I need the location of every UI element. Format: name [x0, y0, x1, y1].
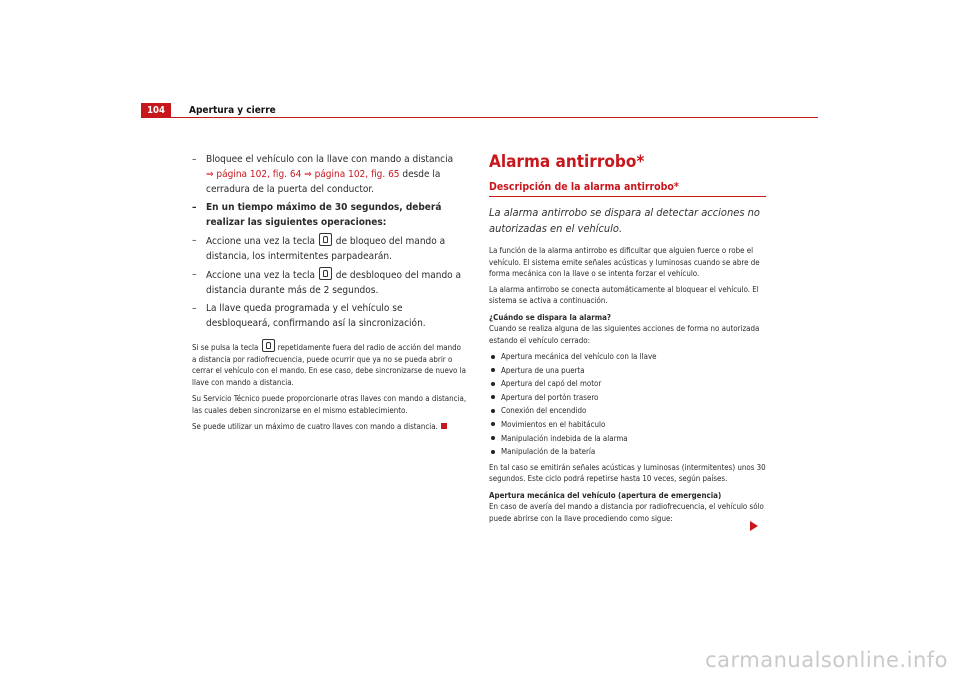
step-text: Accione una vez la tecla — [206, 270, 318, 281]
dash: – — [192, 154, 197, 165]
step-text-tail: de bloqueo del mando a distancia, los intermitentes parpadearán. — [206, 236, 446, 262]
page-header — [141, 103, 818, 118]
section-title: Apertura y cierre — [189, 105, 276, 116]
right-column — [489, 152, 766, 528]
watermark: carmanualsonline.info — [705, 648, 948, 672]
header-rule — [171, 117, 818, 118]
dash: – — [192, 303, 197, 314]
section-heading: Descripción de la alarma antirrobo* — [489, 180, 766, 197]
paragraph-emergency: En caso de avería del mando a distancia por radiofrecuencia, el vehículo sólo puede abrirse con la llave procediendo como sigue: — [489, 502, 764, 523]
dash: – — [192, 269, 197, 280]
dash: – — [192, 235, 197, 246]
note-text: Si se pulsa la tecla — [192, 343, 261, 352]
step-text: Accione una vez la tecla — [206, 236, 318, 247]
list-item: Conexión del encendido — [489, 404, 766, 418]
step-text: Bloquee el vehículo con la llave con mando a distancia — [206, 154, 454, 165]
step-time-limit — [192, 200, 467, 230]
subheading-emergency-opening: Apertura mecánica del vehículo (apertura de emergencia) — [489, 490, 722, 500]
chapter-title: Alarma antirrobo* — [489, 152, 645, 172]
section-end-icon — [441, 423, 447, 429]
step-synchronized — [192, 301, 467, 331]
list-item: Manipulación de la batería — [489, 445, 766, 459]
list-item: Apertura del capó del motor — [489, 377, 766, 391]
note-text-tail: repetidamente fuera del radio de acción del mando a distancia por radiofrecuencia, puede ocurrir que ya no se pueda abrir o cerrar el vehículo con el mando. En ese caso, debe sincronizarse de nuevo la llave con mando a distancia. — [192, 343, 466, 387]
lead-text: La alarma antirrobo se dispara al detectar acciones no autorizadas en el vehículo. — [489, 206, 760, 235]
list-item: Movimientos en el habitáculo — [489, 418, 766, 432]
dash: – — [192, 202, 197, 213]
continue-arrow-icon — [750, 521, 758, 531]
page-reference-link[interactable]: ⇒ página 102, fig. 64 ⇒ página 102, fig. 65 — [206, 169, 400, 180]
step-text-tail: de desbloqueo del mando a distancia durante más de 2 segundos. — [206, 270, 462, 296]
list-item: Apertura de una puerta — [489, 364, 766, 378]
paragraph-function: La función de la alarma antirrobo es dificultar que alguien fuerce o robe el vehículo. El sistema emite señales acústicas y luminosas cuando se abre de forma mecánica con la llave o se intenta forzar el vehículo. — [489, 246, 760, 278]
paragraph-activation: La alarma antirrobo se conecta automáticamente al bloquear el vehículo. El sistema se activa a continuación. — [489, 284, 759, 305]
subheading-when-triggered: ¿Cuándo se dispara la alarma? — [489, 312, 612, 322]
list-item: Apertura mecánica del vehículo con la llave — [489, 350, 766, 364]
note-max-keys — [192, 421, 467, 433]
note-out-of-range — [192, 339, 467, 388]
trigger-list — [489, 350, 766, 459]
step-text: En un tiempo máximo de 30 segundos, deberá realizar las siguientes operaciones: — [206, 202, 442, 228]
key-icon — [262, 339, 275, 352]
list-item: Manipulación indebida de la alarma — [489, 432, 766, 446]
step-press-lock — [192, 233, 467, 264]
note-extra-keys: Su Servicio Técnico puede proporcionarle otras llaves con mando a distancia, las cuales deben sincronizarse en el mismo establecimiento. — [192, 394, 467, 415]
step-text-tail: desde la cerradura de la puerta del conductor. — [206, 169, 441, 195]
lock-key-icon — [319, 233, 332, 246]
unlock-key-icon — [319, 267, 332, 280]
step-press-unlock — [192, 267, 467, 298]
step-lock-vehicle — [192, 152, 467, 197]
list-item: Apertura del portón trasero — [489, 391, 766, 405]
note-text: Se puede utilizar un máximo de cuatro llaves con mando a distancia. — [192, 422, 438, 431]
page-number: 104 — [141, 103, 171, 118]
paragraph-trigger-intro: Cuando se realiza alguna de las siguientes acciones de forma no autorizada estando el vehículo cerrado: — [489, 324, 760, 345]
paragraph-signals: En tal caso se emitirán señales acústicas y luminosas (intermitentes) unos 30 segundos. Este ciclo podrá repetirse hasta 10 veces, según países. — [489, 462, 766, 484]
left-column — [192, 152, 467, 433]
step-text: La llave queda programada y el vehículo se desbloqueará, confirmando así la sincronización. — [206, 303, 426, 329]
